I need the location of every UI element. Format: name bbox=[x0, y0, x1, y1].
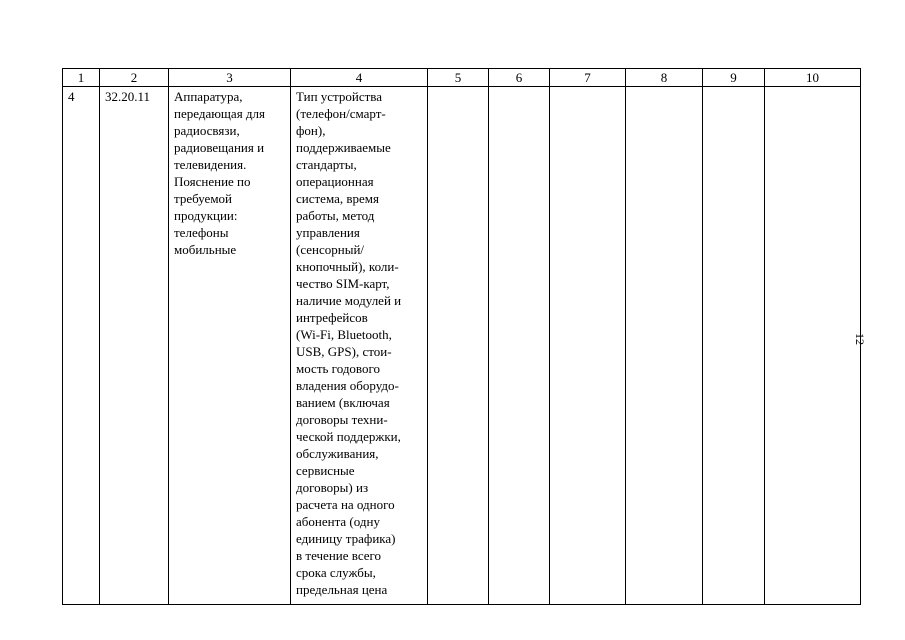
characteristics-line: работы, метод bbox=[296, 208, 375, 223]
product-name-line: Аппаратура, bbox=[174, 89, 243, 104]
characteristics-line: договоры техни- bbox=[296, 412, 388, 427]
header-cell-7: 7 bbox=[550, 69, 626, 87]
characteristics-line: расчета на одного bbox=[296, 497, 395, 512]
empty-cell-8 bbox=[626, 87, 703, 605]
characteristics-line: операционная bbox=[296, 174, 374, 189]
characteristics-line: в течение всего bbox=[296, 548, 382, 563]
characteristics-line: ческой поддержки, bbox=[296, 429, 401, 444]
row-number-cell bbox=[63, 87, 100, 605]
characteristics-line: поддерживаемые bbox=[296, 140, 391, 155]
header-cell-4: 4 bbox=[291, 69, 428, 87]
empty-cell-10 bbox=[765, 87, 861, 605]
characteristics-line: USB, GPS), стои- bbox=[296, 344, 392, 359]
characteristics-line: управления bbox=[296, 225, 360, 240]
header-cell-1: 1 bbox=[63, 69, 100, 87]
characteristics-line: (Wi-Fi, Bluetooth, bbox=[296, 327, 392, 342]
characteristics-line: система, время bbox=[296, 191, 379, 206]
characteristics-line: (телефон/смарт- bbox=[296, 106, 386, 121]
header-cell-6: 6 bbox=[489, 69, 550, 87]
empty-cell-6 bbox=[489, 87, 550, 605]
characteristics-text bbox=[291, 87, 427, 598]
header-cell-10: 10 bbox=[765, 69, 861, 87]
product-name-cell bbox=[169, 87, 291, 605]
empty-cell-7 bbox=[550, 87, 626, 605]
empty-cell-5 bbox=[428, 87, 489, 605]
product-name-line: радиосвязи, bbox=[174, 123, 240, 138]
procurement-table bbox=[62, 68, 861, 605]
characteristics-cell bbox=[291, 87, 428, 605]
product-name-line: телефоны bbox=[174, 225, 229, 240]
characteristics-line: срока службы, bbox=[296, 565, 376, 580]
header-cell-8: 8 bbox=[626, 69, 703, 87]
characteristics-line: договоры) из bbox=[296, 480, 369, 495]
page-number: 12 bbox=[853, 333, 867, 345]
product-name-line: мобильные bbox=[174, 242, 237, 257]
characteristics-line: наличие модулей и bbox=[296, 293, 402, 308]
product-name-line: телевидения. bbox=[174, 157, 247, 172]
characteristics-line: абонента (одну bbox=[296, 514, 380, 529]
okpd-code: 32.20.11 bbox=[105, 89, 151, 104]
characteristics-line: фон), bbox=[296, 123, 326, 138]
characteristics-line: владения оборудо- bbox=[296, 378, 399, 393]
product-name-line: продукции: bbox=[174, 208, 238, 223]
header-cell-3: 3 bbox=[169, 69, 291, 87]
product-name-text bbox=[169, 87, 290, 258]
product-name-line: требуемой bbox=[174, 191, 233, 206]
row-number: 4 bbox=[68, 89, 75, 104]
characteristics-line: сервисные bbox=[296, 463, 355, 478]
header-cell-5: 5 bbox=[428, 69, 489, 87]
empty-cell-9 bbox=[703, 87, 765, 605]
product-name-line: Пояснение по bbox=[174, 174, 251, 189]
characteristics-line: стандарты, bbox=[296, 157, 357, 172]
characteristics-line: интрефейсов bbox=[296, 310, 368, 325]
okpd-code-cell bbox=[100, 87, 169, 605]
table-header-row bbox=[63, 69, 861, 87]
characteristics-line: единицу трафика) bbox=[296, 531, 396, 546]
product-name-line: передающая для bbox=[174, 106, 266, 121]
header-cell-9: 9 bbox=[703, 69, 765, 87]
characteristics-line: обслуживания, bbox=[296, 446, 379, 461]
table-row bbox=[63, 87, 861, 605]
header-cell-2: 2 bbox=[100, 69, 169, 87]
product-name-line: радиовещания и bbox=[174, 140, 265, 155]
characteristics-line: предельная цена bbox=[296, 582, 388, 597]
characteristics-line: кнопочный), коли- bbox=[296, 259, 399, 274]
characteristics-line: (сенсорный/ bbox=[296, 242, 365, 257]
characteristics-line: мость годового bbox=[296, 361, 380, 376]
characteristics-line: ванием (включая bbox=[296, 395, 390, 410]
characteristics-line: Тип устройства bbox=[296, 89, 383, 104]
characteristics-line: чество SIM-карт, bbox=[296, 276, 390, 291]
